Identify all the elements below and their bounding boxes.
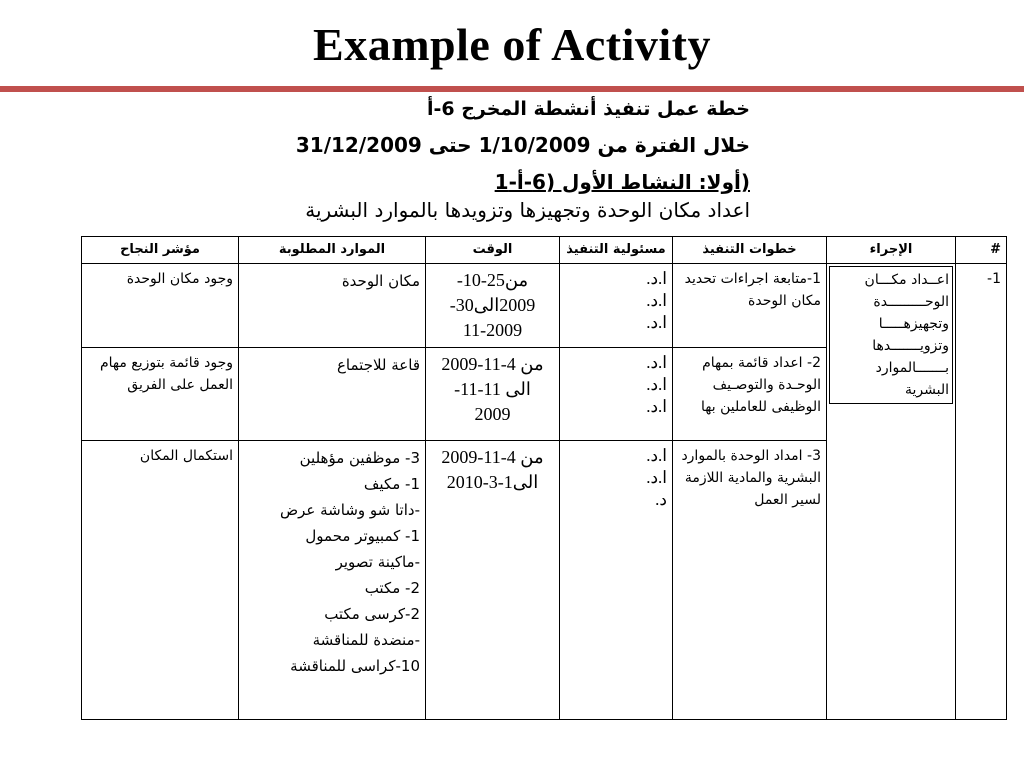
resource-item: 1- كمبيوتر محمول [305, 527, 420, 545]
resource-item: 10-كراسى للمناقشة [290, 657, 420, 675]
table-header-row [82, 237, 1007, 264]
steps-cell: 3- امداد الوحدة بالموارد البشرية والمادية اللازمة لسير العمل [673, 441, 827, 720]
resource-item: 2-كرسى مكتب [324, 605, 420, 623]
header-resources: الموارد المطلوبة [239, 237, 426, 264]
resource-item: 2- مكتب [364, 579, 420, 597]
time-line: 2009الى30- [449, 295, 536, 315]
responsibility-item: ا.د. [646, 397, 667, 416]
header-time: الوقت [426, 237, 560, 264]
slide-title: Example of Activity [313, 19, 711, 70]
time-cell [426, 348, 560, 441]
resource-item: مكان الوحدة [341, 272, 420, 290]
time-line: من 4-11-2009 [441, 354, 544, 374]
responsibility-item: د. [655, 490, 667, 509]
responsibility-item: ا.د. [646, 313, 667, 332]
responsibility-item: ا.د. [646, 291, 667, 310]
kpi-cell: وجود قائمة بتوزيع مهام العمل على الفريق [82, 348, 239, 441]
time-line: من25-10- [456, 270, 529, 290]
responsibility-cell [560, 348, 673, 441]
resources-cell [239, 264, 426, 348]
responsibility-item: ا.د. [646, 375, 667, 394]
responsibility-item: ا.د. [646, 468, 667, 487]
heading-line-4: اعداد مكان الوحدة وتجهيزها وتزويدها بالموارد البشرية [305, 198, 750, 222]
activity-table [81, 236, 1007, 720]
header-procedure: الإجراء [827, 237, 956, 264]
procedure-text: اعــداد مكـــان الوحـــــــــدة وتجهيزهـــــا وتزويـــــــدها بـــــــالموارد البشرية [829, 266, 953, 404]
responsibility-cell [560, 264, 673, 348]
responsibility-cell [560, 441, 673, 720]
resource-item: -داتا شو وشاشة عرض [280, 501, 420, 519]
resource-item: -منضدة للمناقشة [312, 631, 420, 649]
header-responsibility: مسئولية التنفيذ [560, 237, 673, 264]
time-cell [426, 441, 560, 720]
resource-item: -ماكينة تصوير [335, 553, 420, 571]
resource-item: 1- مكيف [363, 475, 420, 493]
title-divider [0, 86, 1024, 92]
responsibility-item: ا.د. [646, 446, 667, 465]
time-line: 11-2009 [462, 320, 523, 340]
resource-item: قاعة للاجتماع [336, 356, 420, 374]
time-line: 2009 [474, 404, 511, 424]
heading-line-2: خلال الفترة من 1/10/2009 حتى 31/12/2009 [295, 133, 750, 157]
resource-item: 3- موظفين مؤهلين [299, 449, 420, 467]
procedure-cell [827, 264, 956, 720]
row-number: 1- [956, 264, 1007, 720]
table-row [82, 264, 1007, 348]
kpi-cell: استكمال المكان [82, 441, 239, 720]
responsibility-item: ا.د. [646, 353, 667, 372]
responsibility-item: ا.د. [646, 269, 667, 288]
time-line: من 4-11-2009 [441, 447, 544, 467]
heading-line-1: خطة عمل تنفيذ أنشطة المخرج 6-أ [426, 98, 750, 120]
header-kpi: مؤشر النجاح [82, 237, 239, 264]
time-cell [426, 264, 560, 348]
steps-cell: 2- اعداد قائمة بمهام الوحـدة والتوصـيف الوظيفى للعاملين بها [673, 348, 827, 441]
resources-cell [239, 348, 426, 441]
kpi-cell: وجود مكان الوحدة [82, 264, 239, 348]
header-steps: خطوات التنفيذ [673, 237, 827, 264]
header-num: # [956, 237, 1007, 264]
steps-cell: 1-متابعة اجراءات تحديد مكان الوحدة [673, 264, 827, 348]
resources-cell [239, 441, 426, 720]
time-line: الى1-3-2010 [446, 472, 539, 492]
heading-line-3: (أولا: النشاط الأول (6-أ-1 [494, 170, 750, 194]
plan-heading [110, 96, 750, 234]
time-line: الى 11-11- [454, 379, 531, 399]
